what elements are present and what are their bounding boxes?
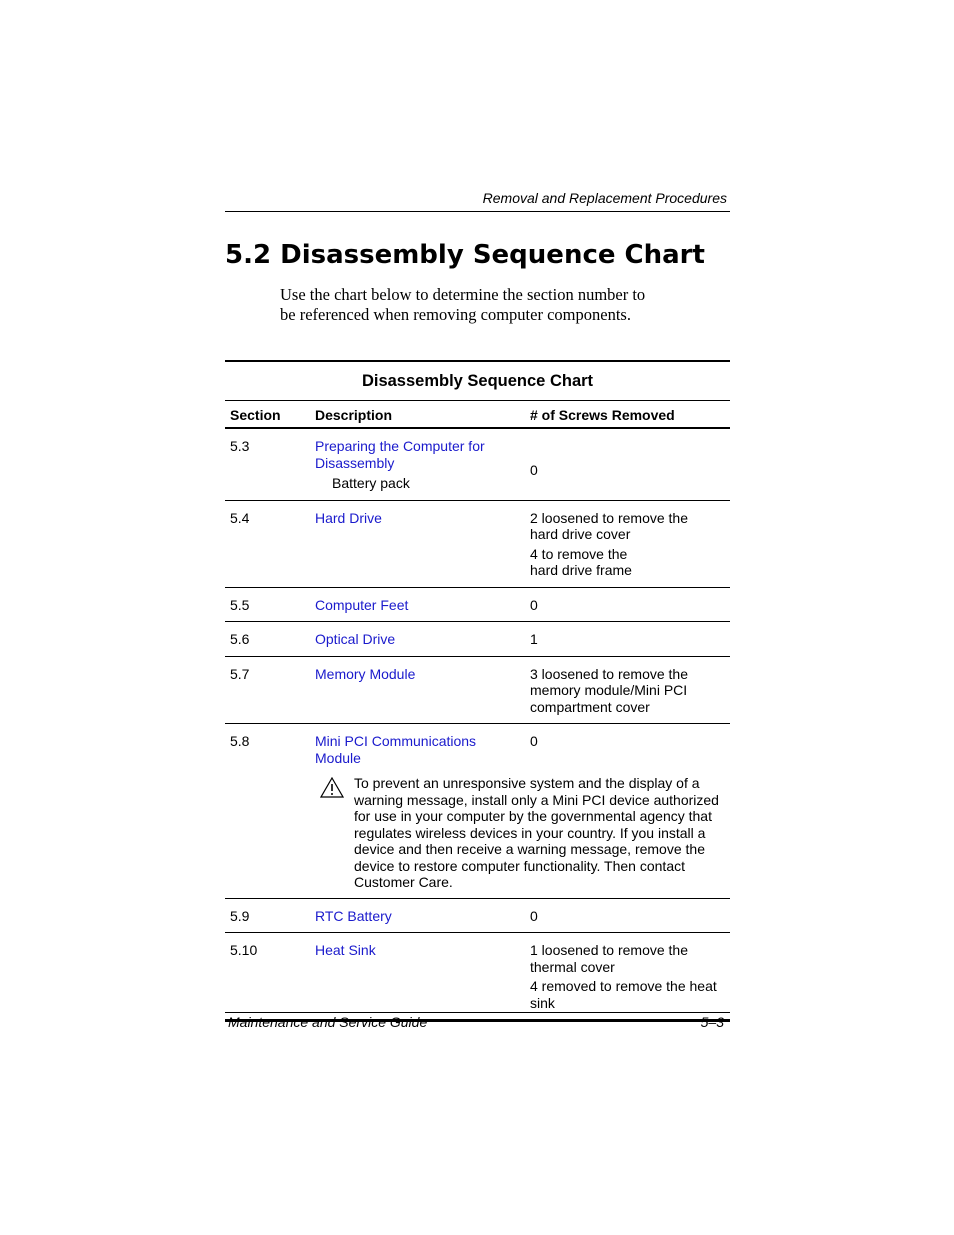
screws-entry bbox=[530, 666, 730, 716]
warning-text-line: Customer Care. bbox=[354, 874, 453, 890]
screws-entry bbox=[530, 631, 730, 648]
section-number: 5.9 bbox=[230, 907, 250, 924]
screws-text-line: 1 bbox=[530, 631, 538, 647]
link-text-line: RTC Battery bbox=[315, 907, 392, 924]
screws-entry bbox=[530, 597, 730, 614]
warning-text-line: To prevent an unresponsive system and the display of a bbox=[354, 775, 700, 791]
link-text-line: Disassembly bbox=[315, 454, 395, 471]
description-cell bbox=[315, 733, 530, 766]
intro-line: be referenced when removing computer components. bbox=[280, 304, 631, 324]
screws-entry bbox=[530, 510, 730, 543]
section-number: 5.8 bbox=[230, 733, 250, 749]
link-text-line: Heat Sink bbox=[315, 942, 376, 958]
screws-cell bbox=[530, 666, 730, 716]
warning-text bbox=[354, 775, 720, 891]
description-cell bbox=[315, 510, 530, 579]
table-row-cells bbox=[225, 429, 730, 500]
table-row bbox=[225, 501, 730, 587]
section-number: 5.5 bbox=[230, 596, 250, 613]
section-link[interactable] bbox=[315, 908, 524, 925]
screws-text-line: hard drive cover bbox=[530, 526, 631, 542]
screws-cell bbox=[530, 597, 730, 614]
link-text-line: Mini PCI Communications bbox=[315, 733, 477, 749]
link-text-line: Preparing the Computer for bbox=[315, 438, 485, 454]
screws-text-line: 4 to remove the bbox=[530, 545, 628, 562]
section-link[interactable] bbox=[315, 438, 524, 471]
footer-title: Maintenance and Service Guide bbox=[228, 1014, 428, 1030]
table-row-cells bbox=[225, 933, 730, 1019]
table-row-cells bbox=[225, 588, 730, 622]
section-number: 5.7 bbox=[230, 665, 250, 682]
table-row bbox=[225, 933, 730, 1019]
screws-text-line: thermal cover bbox=[530, 958, 615, 975]
table-title: Disassembly Sequence Chart bbox=[361, 372, 594, 390]
section-number: 5.10 bbox=[230, 942, 258, 958]
footer-rule bbox=[225, 1012, 730, 1013]
intro-line: Use the chart below to determine the section number to bbox=[280, 285, 646, 304]
screws-entry bbox=[530, 546, 730, 579]
screws-text-line: 4 removed to remove the heat bbox=[530, 978, 717, 994]
screws-text-line: 0 bbox=[530, 733, 538, 749]
section-number: 5.3 bbox=[230, 438, 250, 454]
screws-text-line: 2 loosened to remove the bbox=[530, 509, 688, 526]
section-link[interactable] bbox=[315, 510, 524, 527]
section-link[interactable] bbox=[315, 666, 524, 683]
screws-text-line: sink bbox=[530, 994, 555, 1011]
intro-paragraph bbox=[280, 285, 680, 324]
warning-text-line: device to restore computer functionality. Then contact bbox=[354, 857, 685, 874]
column-header-section: Section bbox=[230, 406, 281, 423]
screws-cell bbox=[530, 438, 730, 492]
description-cell bbox=[315, 942, 530, 1011]
table-row-cells bbox=[225, 899, 730, 933]
description-cell bbox=[315, 631, 530, 648]
screws-entry bbox=[530, 733, 730, 750]
warning-text-line: warning message, install only a Mini PCI device authorized bbox=[354, 791, 719, 808]
screws-cell bbox=[530, 908, 730, 925]
table-row-cells bbox=[225, 622, 730, 656]
section-link[interactable] bbox=[315, 942, 524, 959]
table-row-cells bbox=[225, 724, 730, 766]
description-cell bbox=[315, 597, 530, 614]
table-row-cells bbox=[225, 657, 730, 724]
link-text-line: Hard Drive bbox=[315, 509, 382, 526]
table-row bbox=[225, 429, 730, 500]
table-body bbox=[225, 429, 730, 1019]
screws-entry bbox=[530, 908, 730, 925]
description-cell bbox=[315, 438, 530, 492]
link-text-line: Module bbox=[315, 749, 361, 766]
table-header-row bbox=[225, 401, 730, 427]
running-header: Removal and Replacement Procedures bbox=[482, 190, 727, 206]
column-header-description: Description bbox=[315, 406, 393, 423]
section-link[interactable] bbox=[315, 733, 524, 766]
description-cell bbox=[315, 908, 530, 925]
screws-cell bbox=[530, 510, 730, 579]
screws-entry bbox=[530, 978, 730, 1011]
link-text-line: Optical Drive bbox=[315, 631, 396, 647]
table-row-cells bbox=[225, 501, 730, 587]
warning-text-line: device and then receive a warning message, remove the bbox=[354, 841, 705, 857]
warning-text-line: for use in your computer by the governmental agency that bbox=[354, 808, 712, 824]
screws-text-line: compartment cover bbox=[530, 698, 650, 715]
screws-text-line: 3 loosened to remove the bbox=[530, 665, 688, 682]
section-number: 5.4 bbox=[230, 509, 250, 526]
screws-text-line: 0 bbox=[530, 907, 538, 924]
table-row bbox=[225, 724, 730, 898]
section-link[interactable] bbox=[315, 597, 524, 614]
section-number: 5.6 bbox=[230, 631, 250, 647]
link-text-line: Memory Module bbox=[315, 665, 416, 682]
table-row bbox=[225, 622, 730, 656]
warning-text-line: regulates wireless devices in your country. If you install a bbox=[354, 824, 706, 841]
table-row bbox=[225, 657, 730, 724]
table-row bbox=[225, 899, 730, 933]
link-text-line: Computer Feet bbox=[315, 596, 409, 613]
screws-text-line: 1 loosened to remove the bbox=[530, 942, 688, 958]
disassembly-table bbox=[225, 360, 730, 1022]
screws-text-line: hard drive frame bbox=[530, 562, 632, 578]
table-row bbox=[225, 588, 730, 622]
screws-text-line: memory module/Mini PCI bbox=[530, 682, 688, 698]
header-rule bbox=[225, 211, 730, 212]
screws-entry bbox=[530, 942, 730, 975]
screws-cell bbox=[530, 733, 730, 766]
sub-item-screws: 0 bbox=[530, 462, 538, 478]
page-number: 5–3 bbox=[700, 1014, 724, 1030]
section-title: 5.2 Disassembly Sequence Chart bbox=[225, 240, 705, 270]
screws-cell bbox=[530, 942, 730, 1011]
screws-cell bbox=[530, 631, 730, 648]
warning-icon bbox=[320, 775, 354, 891]
column-header-screws: # of Screws Removed bbox=[530, 406, 675, 423]
description-cell bbox=[315, 666, 530, 716]
section-link[interactable] bbox=[315, 631, 524, 648]
warning-note bbox=[320, 775, 730, 898]
sub-item-description: Battery pack bbox=[332, 475, 410, 491]
screws-text-line: 0 bbox=[530, 596, 538, 613]
